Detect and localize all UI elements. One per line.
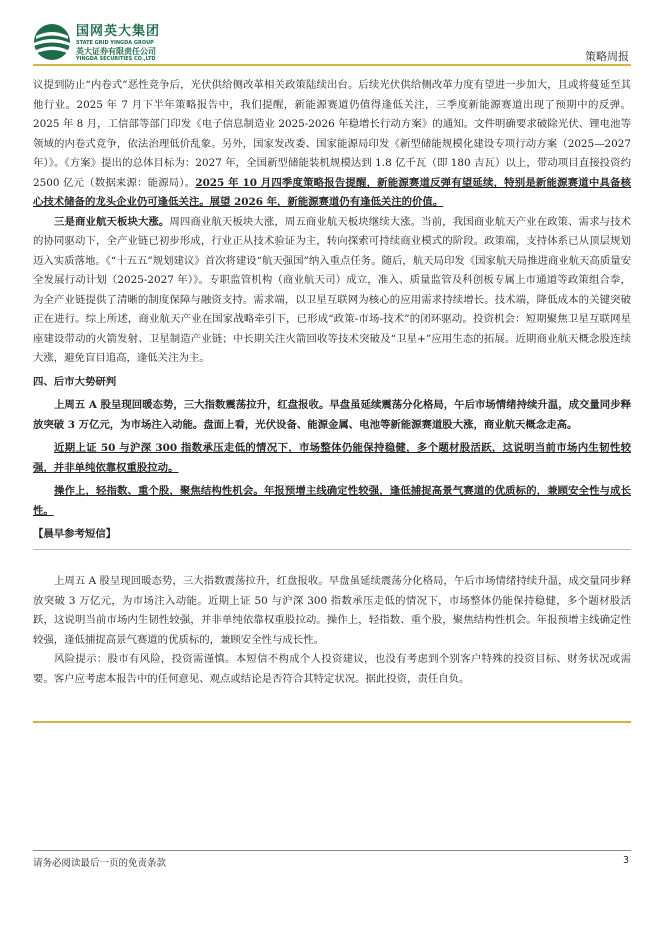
logo-subsidiary-en: YINGDA SECURITIES CO.,LTD <box>76 56 156 62</box>
globe-logo-icon <box>32 22 72 62</box>
outlook-paragraph-2: 近期上证 50 与沪深 300 指数承压走低的情况下，市场整体仍能保持稳健，多个题材股活跃，这说明当前市场内生韧性较强，并非单纯依靠权重股拉动。 <box>33 442 631 474</box>
new-energy-text: 议提到防止“内卷式”恶性竞争后，光伏供给侧改革相关政策陆续出台。后续光伏供给侧改革力度有望进一步加大，且或将蔓延至其他行业。2025 年 7 月下半年策略报告中，我们提醒，新能源赛道仍值得逢低关注，三季度新能源赛道出现了预期中的反弹。2025 年 8 月，工信部等部门印发《电子信息制造业 2025-2026 年稳增长行动方案》的通知。文件明确要求破除光伏、锂电池等领域的内卷式竞争，依法治理低价乱象。另外，国家发改委、国家能源局印发《新型储能规模化建设专项行动方案（2025—2027 年）》。《方案》提出的总体目标为：2027 年，全国新型储能装机规模达到 1.8 亿千瓦（即 180 吉瓦）以上，带动项目直接投资约 2500 亿元（数据来源：能源局）。 <box>33 79 631 189</box>
footer-disclaimer: 请务必阅读最后一页的免责条款 <box>33 858 167 869</box>
page-number: 3 <box>622 855 629 866</box>
paragraph-new-energy <box>33 76 631 213</box>
company-logo-text <box>76 25 160 63</box>
commercial-space-lead: 三是商业航天板块大涨。 <box>54 215 170 228</box>
footer-divider <box>33 850 631 851</box>
logo-name-cn: 国网英大集团 <box>76 24 161 39</box>
logo-subsidiary-cn: 英大证券有限责任公司 <box>76 47 156 56</box>
report-body <box>33 76 631 723</box>
morning-brief-paragraph: 上周五 A 股呈现回暖态势，三大指数震荡拉升，红盘报收。早盘虽延续震荡分化格局，午后市场情绪持续升温，成交量同步释放突破 3 万亿元，为市场注入动能。近期上证 50 与沪深 300 指数承压走低的情况下，市场整体仍能保持稳健，多个题材股活跃，这说明当前市场内生韧性较强，并非单纯依靠权重股拉动。操作上，轻指数、重个股，聚焦结构性机会。年报预增主线确定性较强，逢低捕捉高景气赛道的优质标的，兼顾安全性与成长性。 <box>33 575 631 646</box>
section-heading-market-outlook: 四、后市大势研判 <box>33 375 117 388</box>
outlook-paragraph-3: 操作上，轻指数、重个股，聚焦结构性机会。年报预增主线确定性较强，逢低捕捉高景气赛道的优质标的，兼顾安全性与成长性。 <box>33 485 631 517</box>
paragraph-commercial-space <box>33 213 631 369</box>
outlook-paragraph-1: 上周五 A 股呈现回暖态势，三大指数震荡拉升，红盘报收。早盘虽延续震荡分化格局，午后市场情绪持续升温，成交量同步释放突破 3 万亿元，为市场注入动能。盘面上看，光伏设备、能源金属、电池等新能源赛道股大涨，商业航天概念走高。 <box>33 399 631 431</box>
new-energy-highlight: 2025 年 10 月四季度策略报告提醒，新能源赛道反弹有望延续，特别是新能源赛道中具备核心技术储备的龙头企业仍可逢低关注。展望 2026 年，新能源赛道仍有逢低关注的价值。 <box>33 176 631 208</box>
morning-brief-title: 【晨早参考短信】 <box>33 528 117 540</box>
commercial-space-text: 周四商业航天板块大涨，周五商业航天板块继续大涨。当前，我国商业航天产业在政策、需求与技术的协同驱动下，全产业链已初步形成，行业正从技术验证为主，转向探索可持续商业模式的阶段。政策端，支持体系已从顶层规划迈入实质落地。《“十五五”规划建议》首次将建设“航天强国”纳入重点任务。随后，航天局印发《国家航天局推进商业航天高质量安全发展行动计划（2025-2027 年）》。专职监管机构（商业航天司）成立，准入、质量监管及科创板专属上市通道等政策组合拳，为全产业链提供了清晰的制度保障与融资支持。需求端，以卫星互联网为核心的应用需求持续增长。技术端，降低成本的关键突破正在进行。综上所述，商业航天产业在国家战略牵引下，已形成“政策-市场-技术”的闭环驱动。投资机会：短期聚焦卫星互联网星座建设带动的火箭发射、卫星制造产业链；中长期关注火箭回收等技术突破及“卫星+”应用生态的拓展。近期商业航天概念股连续大涨，避免盲目追高，逢低关注为主。 <box>33 215 631 364</box>
page-header <box>0 0 662 66</box>
section-end-divider <box>33 721 631 723</box>
report-type-title: 策略周报 <box>585 50 629 63</box>
logo-name-en: STATE GRID YINGDA GROUP <box>76 40 154 46</box>
risk-warning-paragraph: 风险提示：股市有风险，投资需谨慎。本短信不构成个人投资建议，也没有考虑到个别客户特殊的投资目标、财务状况或需要。客户应考虑本报告中的任何意见、观点或结论是否符合其特定状况。据此投资，责任自负。 <box>33 653 631 685</box>
header-divider <box>33 64 631 66</box>
